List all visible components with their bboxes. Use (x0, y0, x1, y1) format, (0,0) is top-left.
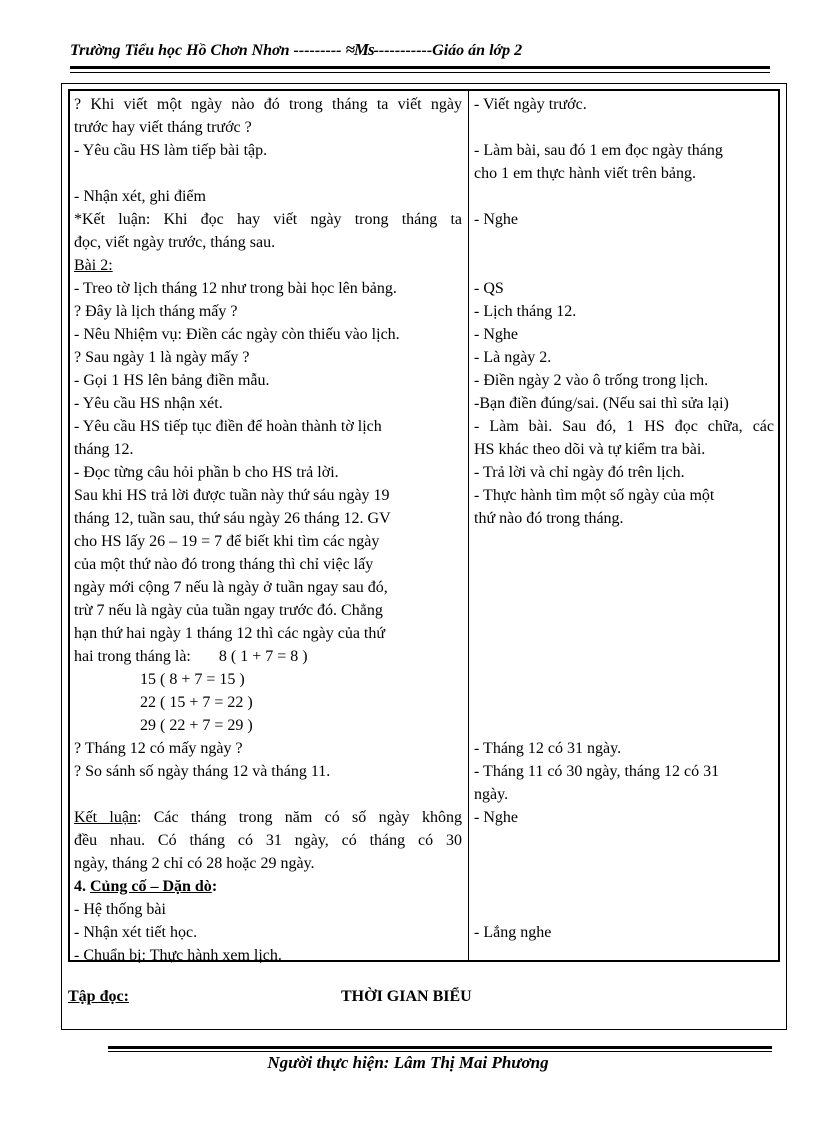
text-line: đều nhau. Có tháng có 31 ngày, có tháng có 30 (74, 832, 462, 849)
text-line: - Yêu cầu HS làm tiếp bài tập. (74, 142, 268, 159)
text-line (474, 553, 774, 576)
text-line: trước hay viết tháng trước ? (74, 119, 252, 136)
student-column (474, 93, 774, 944)
header-rule-thin (70, 72, 770, 73)
text-line: hạn thứ hai ngày 1 tháng 12 thì các ngày của thứ (74, 625, 386, 642)
text-line: ? Khi viết một ngày nào đó trong tháng ta viết ngày (74, 96, 462, 113)
calc-line: 29 ( 22 + 7 = 29 ) (140, 717, 253, 734)
text-line: trừ 7 nếu là ngày của tuần ngay trước đó. Chẳng (74, 602, 383, 619)
subject-label: Giáo án lớp 2 (432, 42, 523, 59)
text-line: - Làm bài. Sau đó, 1 HS đọc chữa, các (474, 418, 774, 435)
text-line: đọc, viết ngày trước, tháng sau. (74, 234, 276, 251)
section-heading-text: Củng cố – Dặn dò (90, 878, 212, 895)
text-line: cho 1 em thực hành viết trên bảng. (474, 165, 696, 182)
conclusion-label: Kết luận (74, 809, 137, 826)
page-footer: Người thực hiện: Lâm Thị Mai Phương (267, 1053, 549, 1072)
text-line: Sau khi HS trả lời được tuần này thứ sáu ngày 19 (74, 487, 390, 504)
text-line (474, 668, 774, 691)
text-line: - Nhận xét, ghi điểm (74, 188, 206, 205)
text-line: tháng 12, tuần sau, thứ sáu ngày 26 tháng 12. GV (74, 510, 391, 527)
footer-rule-thin (108, 1051, 772, 1052)
text-line (474, 829, 774, 852)
text-line: hai trong tháng là: 8 ( 1 + 7 = 8 ) (74, 648, 308, 665)
section-title: THỜI GIAN BIỂU (341, 988, 472, 1005)
text-line (474, 254, 774, 277)
text-line (474, 231, 774, 254)
text-line: - Viết ngày trước. (474, 96, 587, 113)
text-line (474, 185, 774, 208)
logo-mark: ≈Ms (345, 40, 374, 59)
header-dashes-left: --------- (293, 42, 342, 59)
text-line: - Nghe (474, 809, 518, 826)
text-line (474, 691, 774, 714)
text-line: ? So sánh số ngày tháng 12 và tháng 11. (74, 763, 331, 780)
text-line (474, 576, 774, 599)
text-line: thứ nào đó trong tháng. (474, 510, 624, 527)
text-line (474, 645, 774, 668)
text-line: - Hệ thống bài (74, 901, 166, 918)
column-divider (468, 89, 469, 962)
text-line (474, 875, 774, 898)
text-line: của một thứ nào đó trong tháng thì chỉ việc lấy (74, 556, 374, 573)
text-line (474, 116, 774, 139)
text-line: - Trả lời và chỉ ngày đó trên lịch. (474, 464, 685, 481)
text-line: -Bạn điền đúng/sai. (Nếu sai thì sửa lại) (474, 395, 729, 412)
text-line (474, 898, 774, 921)
text-line (474, 714, 774, 737)
text-line: - Nghe (474, 211, 518, 228)
text-line (474, 852, 774, 875)
text-line: - Lắng nghe (474, 924, 552, 941)
footer-rule-thick (108, 1046, 772, 1049)
text-line: - QS (474, 280, 504, 297)
text-line (474, 622, 774, 645)
text-line: - Gọi 1 HS lên bảng điền mẫu. (74, 372, 270, 389)
text-line: - Nêu Nhiệm vụ: Điền các ngày còn thiếu vào lịch. (74, 326, 400, 343)
text-line: - Là ngày 2. (474, 349, 552, 366)
school-name: Trường Tiểu học Hồ Chơn Nhơn (70, 42, 290, 59)
exercise-heading: Bài 2: (74, 257, 113, 274)
text-line (474, 599, 774, 622)
text-line: ? Sau ngày 1 là ngày mấy ? (74, 349, 250, 366)
text-line: ngày. (474, 786, 509, 803)
text-line: - Nghe (474, 326, 518, 343)
teacher-column (74, 93, 462, 967)
text-line: - Chuẩn bị: Thực hành xem lịch. (74, 947, 282, 964)
text-line: - Nhận xét tiết học. (74, 924, 198, 941)
text-line: *Kết luận: Khi đọc hay viết ngày trong tháng ta (74, 211, 462, 228)
text-line: - Lịch tháng 12. (474, 303, 577, 320)
text-line (74, 783, 462, 806)
text-line: HS khác theo dõi và tự kiểm tra bài. (474, 441, 706, 458)
text-line: - Tháng 11 có 30 ngày, tháng 12 có 31 (474, 763, 720, 780)
text-line: tháng 12. (74, 441, 134, 458)
text-line: ? Tháng 12 có mấy ngày ? (74, 740, 243, 757)
next-section (68, 988, 780, 1006)
text-line: ngày mới cộng 7 nếu là ngày ở tuần ngay sau đó, (74, 579, 388, 596)
calc-line: 15 ( 8 + 7 = 15 ) (140, 671, 245, 688)
calc-line: 22 ( 15 + 7 = 22 ) (140, 694, 253, 711)
text-line: - Treo tờ lịch tháng 12 như trong bài học lên bảng. (74, 280, 397, 297)
text-line: ? Đây là lịch tháng mấy ? (74, 303, 238, 320)
text-line: ngày, tháng 2 chỉ có 28 hoặc 29 ngày. (74, 855, 315, 872)
text-line (474, 530, 774, 553)
text-line: cho HS lấy 26 – 19 = 7 để biết khi tìm các ngày (74, 533, 380, 550)
conclusion-line: Kết luận: Các tháng trong năm có số ngày không (74, 809, 462, 826)
header-dashes-right: ----------- (373, 42, 433, 59)
section-label: Tập đọc: (68, 988, 129, 1005)
text-line: - Thực hành tìm một số ngày của một (474, 487, 715, 504)
text-line: - Yêu cầu HS nhận xét. (74, 395, 223, 412)
section-heading: 4. Củng cố – Dặn dò: (74, 878, 218, 895)
text-line: - Điền ngày 2 vào ô trống trong lịch. (474, 372, 709, 389)
text-line: - Đọc từng câu hỏi phần b cho HS trả lời. (74, 464, 339, 481)
text-line: - Yêu cầu HS tiếp tục điền để hoàn thành tờ lịch (74, 418, 382, 435)
text-line (74, 162, 462, 185)
page-header (70, 40, 760, 60)
text-line: - Tháng 12 có 31 ngày. (474, 740, 622, 757)
header-rule-thick (70, 66, 770, 69)
text-line: - Làm bài, sau đó 1 em đọc ngày tháng (474, 142, 723, 159)
